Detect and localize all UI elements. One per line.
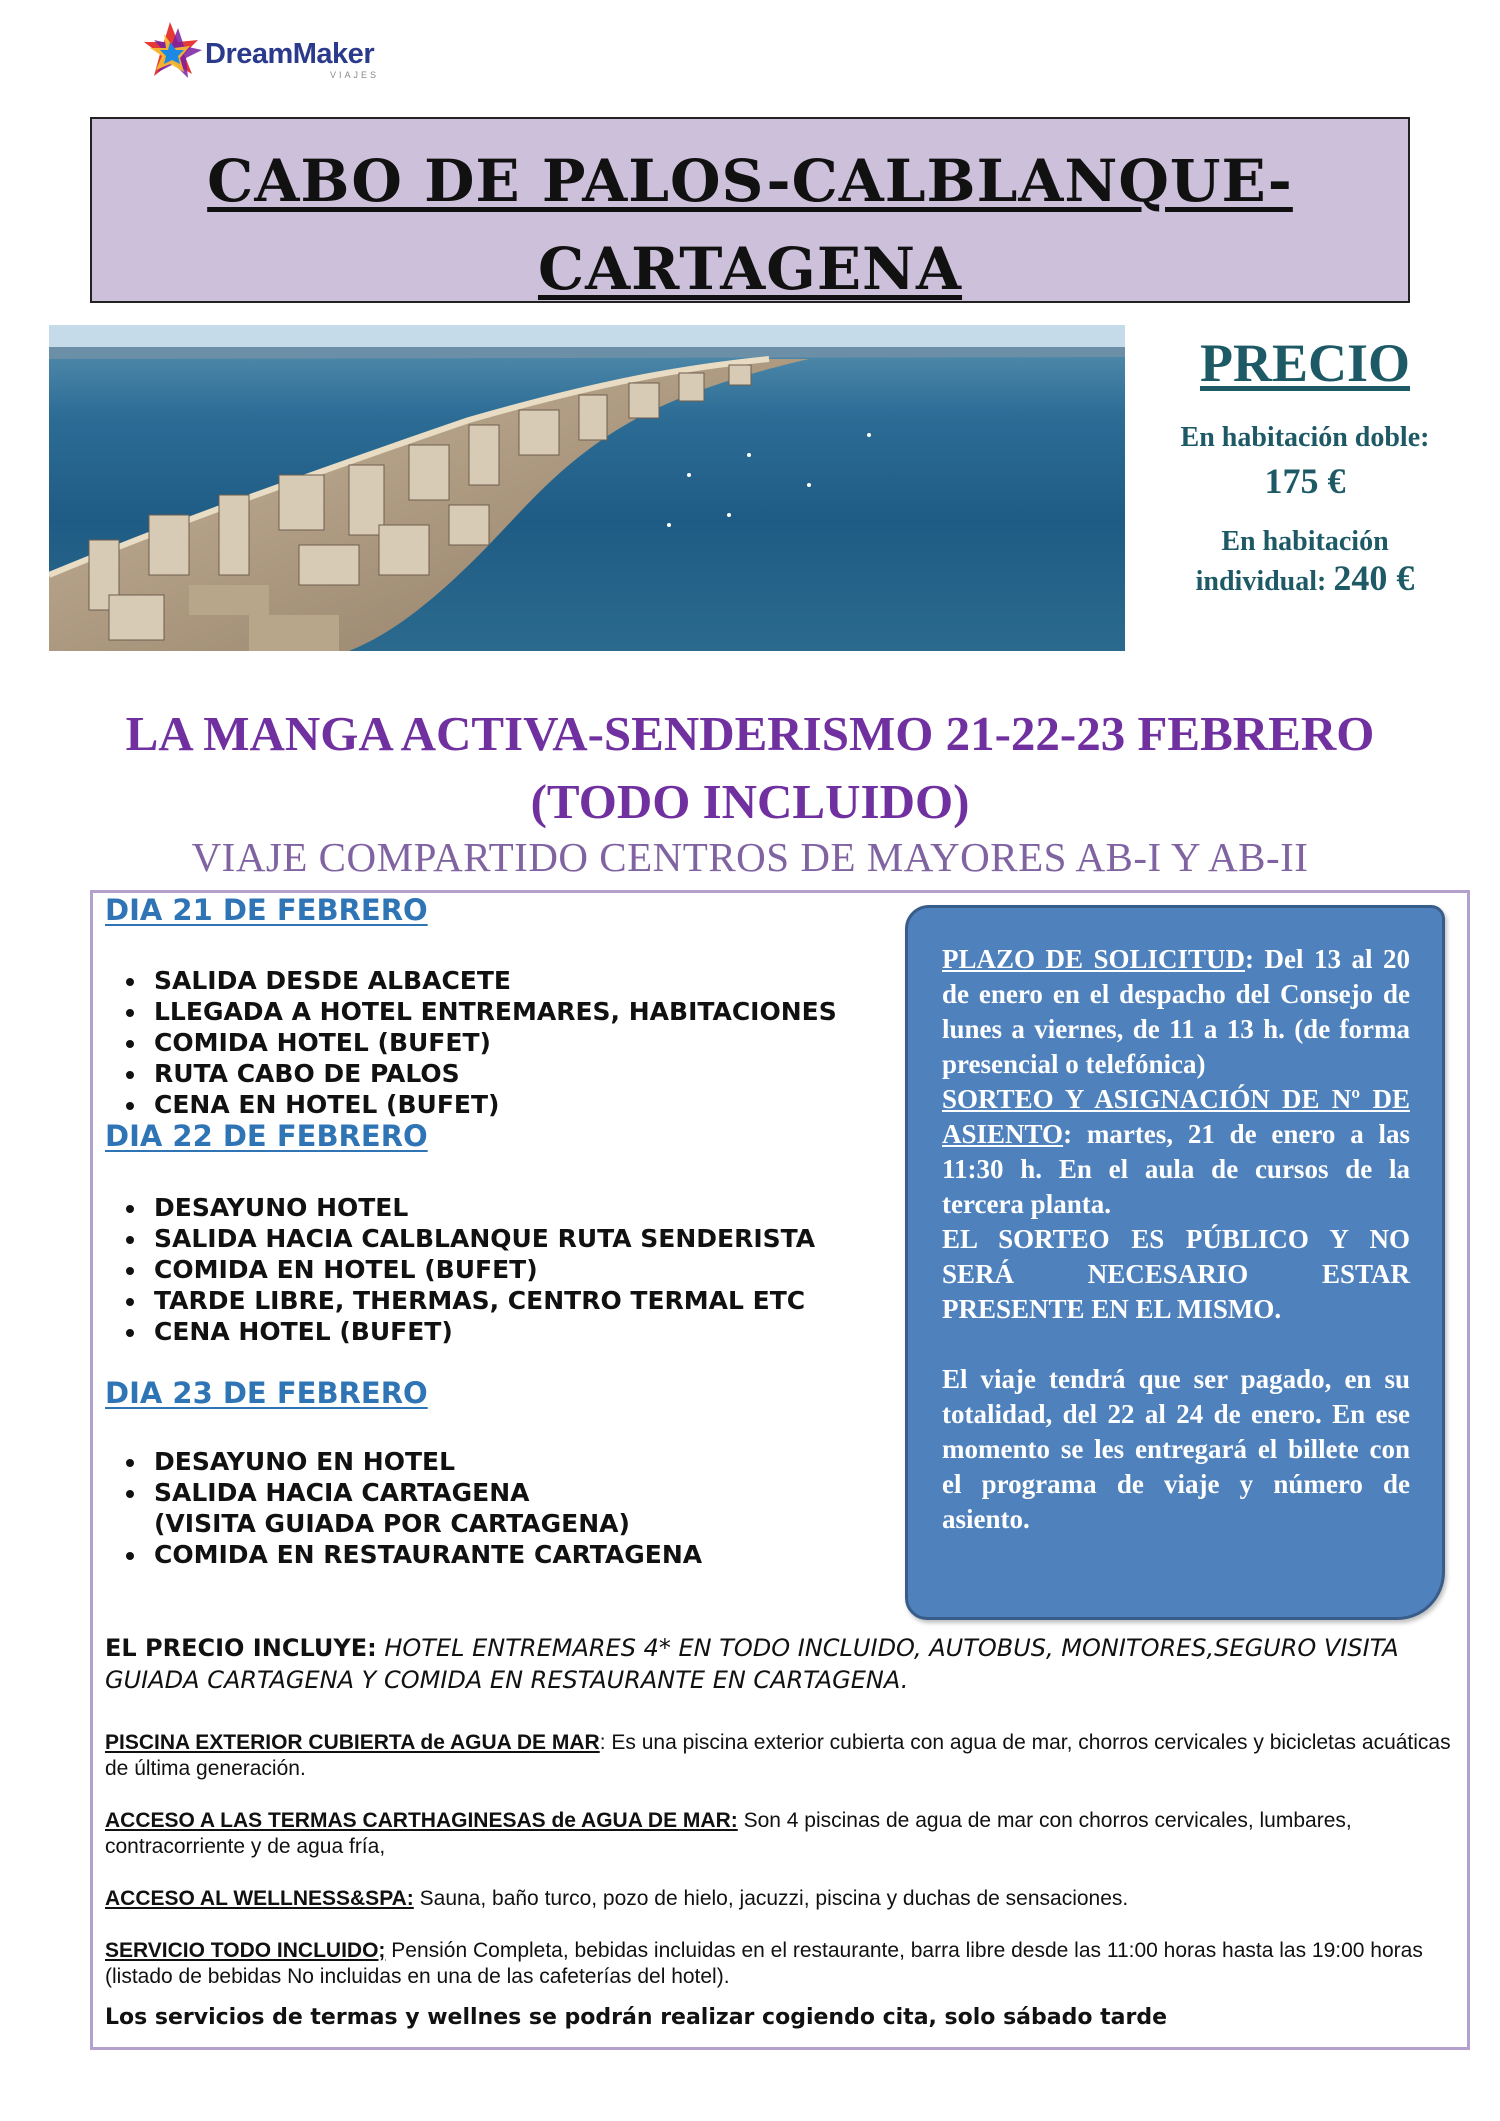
title-box bbox=[90, 117, 1410, 303]
day-2-heading: DIA 22 DE FEBRERO bbox=[105, 1119, 428, 1153]
includes-label: EL PRECIO INCLUYE: bbox=[105, 1634, 377, 1662]
list-item: • COMIDA HOTEL (BUFET) bbox=[148, 1027, 837, 1058]
list-item: • LLEGADA A HOTEL ENTREMARES, HABITACIONES bbox=[148, 996, 837, 1027]
star-logo-icon bbox=[140, 20, 210, 80]
list-item: • DESAYUNO HOTEL bbox=[148, 1192, 815, 1223]
price-includes bbox=[105, 1632, 1445, 1696]
coastline-photo bbox=[49, 325, 1125, 651]
list-item: • RUTA CABO DE PALOS bbox=[148, 1058, 837, 1089]
sorteo-publico: EL SORTEO ES PÚBLICO Y NO SERÁ NECESARIO ESTAR PRESENTE EN EL MISMO. bbox=[942, 1224, 1410, 1324]
aerial-coast-image bbox=[49, 325, 1125, 651]
service-thermal bbox=[105, 1808, 1465, 1860]
page-title: CABO DE PALOS-CALBLANQUE-CARTAGENA bbox=[207, 147, 1293, 303]
price-heading: PRECIO bbox=[1199, 333, 1410, 393]
footer-note: Los servicios de termas y wellnes se podrán realizar cogiendo cita, solo sábado tarde bbox=[105, 2005, 1168, 2030]
list-item: • SALIDA DESDE ALBACETE bbox=[148, 965, 837, 996]
payment-info: El viaje tendrá que ser pagado, en su totalidad, del 22 al 24 de enero. En ese momento se les entregará el billete con el programa de viaje y número de asiento. bbox=[942, 1364, 1410, 1534]
service-text: Pensión Completa, bebidas incluidas en el restaurante, barra libre desde las 11:00 horas hasta las 19:00 horas (listado de bebidas No incluidas en una de las cafeterías del hotel). bbox=[105, 1939, 1423, 1988]
price-section bbox=[1150, 332, 1460, 600]
logo-text: DreamMaker bbox=[205, 38, 375, 70]
list-item: • CENA EN HOTEL (BUFET) bbox=[148, 1089, 837, 1120]
service-label: SERVICIO TODO INCLUIDO; bbox=[105, 1939, 386, 1962]
plazo-label: PLAZO DE SOLICITUD bbox=[942, 944, 1246, 974]
logo-subtext: VIAJES bbox=[330, 70, 380, 80]
service-text: Son 4 piscinas de agua de mar con chorros cervicales, lumbares, contracorriente y de agua fría, bbox=[105, 1809, 1352, 1858]
list-item: • DESAYUNO EN HOTEL bbox=[148, 1446, 702, 1477]
list-item: • COMIDA EN RESTAURANTE CARTAGENA bbox=[148, 1539, 702, 1570]
day-3-heading: DIA 23 DE FEBRERO bbox=[105, 1376, 428, 1410]
shared-trip-line: VIAJE COMPARTIDO CENTROS DE MAYORES AB-I Y AB-II bbox=[191, 834, 1309, 880]
single-room-price: 240 € bbox=[1333, 558, 1415, 598]
list-item: • CENA HOTEL (BUFET) bbox=[148, 1316, 815, 1347]
service-pool bbox=[105, 1730, 1465, 1782]
subtitle-line-2: (TODO INCLUIDO) bbox=[530, 774, 970, 829]
service-all-inclusive bbox=[105, 1938, 1465, 1990]
day-1-list bbox=[90, 965, 837, 1120]
service-label: ACCESO A LAS TERMAS CARTHAGINESAS de AGUA DE MAR: bbox=[105, 1809, 738, 1832]
list-item: • SALIDA HACIA CARTAGENA (VISITA GUIADA POR CARTAGENA) bbox=[148, 1477, 702, 1539]
sorteo-label: SORTEO Y ASIGNACIÓN DE Nº DE ASIENTO bbox=[942, 1084, 1410, 1149]
single-room-label: En habitación bbox=[1221, 526, 1389, 557]
day-1-heading: DIA 21 DE FEBRERO bbox=[105, 893, 428, 927]
list-item: • COMIDA EN HOTEL (BUFET) bbox=[148, 1254, 815, 1285]
trip-subtitle bbox=[0, 700, 1500, 836]
service-wellness bbox=[105, 1886, 1465, 1912]
list-item: • TARDE LIBRE, THERMAS, CENTRO TERMAL ETC bbox=[148, 1285, 815, 1316]
plazo-text: : Del 13 al 20 de enero en el despacho del Consejo de lunes a viernes, de 11 a 13 h. (de forma presencial o telefónica) bbox=[942, 944, 1410, 1079]
list-item: • SALIDA HACIA CALBLANQUE RUTA SENDERISTA bbox=[148, 1223, 815, 1254]
single-room-label-2: individual: bbox=[1195, 566, 1327, 597]
includes-text: HOTEL ENTREMARES 4* EN TODO INCLUIDO, AUTOBUS, MONITORES,SEGURO VISITA GUIADA CARTAGENA Y COMIDA EN RESTAURANTE EN CARTAGENA. bbox=[105, 1634, 1399, 1694]
dreammaker-logo bbox=[140, 20, 410, 90]
service-text: : Es una piscina exterior cubierta con agua de mar, chorros cervicales y bicicletas acuáticas de última generación. bbox=[105, 1731, 1451, 1780]
subtitle-line-1: LA MANGA ACTIVA-SENDERISMO 21-22-23 FEBRERO bbox=[125, 706, 1375, 761]
application-info-panel bbox=[905, 905, 1445, 1620]
service-text: Sauna, baño turco, pozo de hielo, jacuzzi, piscina y duchas de sensaciones. bbox=[413, 1887, 1129, 1910]
service-label: PISCINA EXTERIOR CUBIERTA de AGUA DE MAR bbox=[105, 1731, 600, 1754]
double-room-price: 175 € bbox=[1264, 461, 1346, 501]
day-3-list bbox=[90, 1446, 702, 1570]
sorteo-text: : martes, 21 de enero a las 11:30 h. En el aula de cursos de la tercera planta. bbox=[942, 1119, 1410, 1219]
day-2-list bbox=[90, 1192, 815, 1347]
double-room-label: En habitación doble: bbox=[1180, 422, 1430, 453]
service-label: ACCESO AL WELLNESS&SPA: bbox=[105, 1887, 414, 1910]
